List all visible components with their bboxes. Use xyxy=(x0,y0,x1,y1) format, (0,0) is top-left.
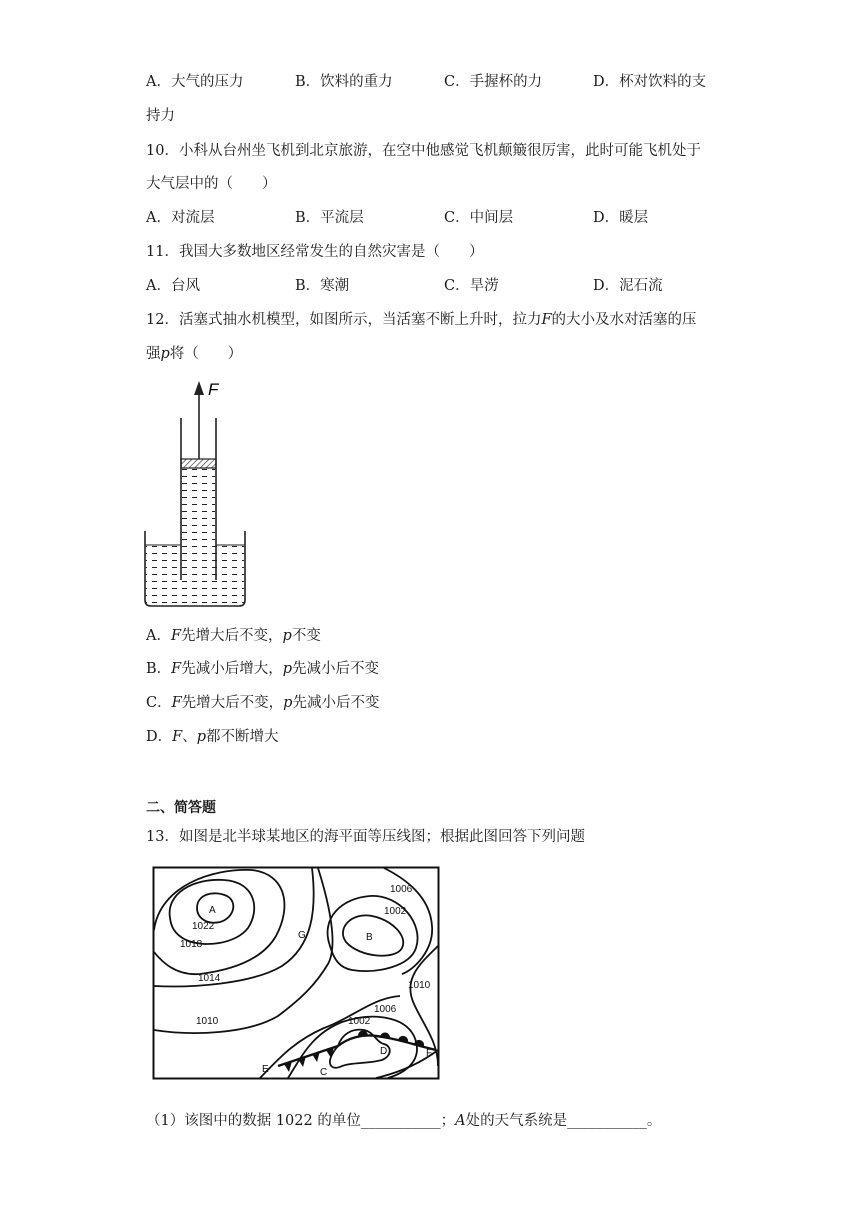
q12-stem-line1: 12．活塞式抽水机模型，如图所示，当活塞不断上升时，拉力F的大小及水对活塞的压 xyxy=(146,312,697,328)
map-label-e: E xyxy=(262,1064,269,1075)
map-label-1002-south: 1002 xyxy=(348,1016,371,1027)
q12-option-d: D．F、p都不断增大 xyxy=(146,729,279,745)
force-label: F xyxy=(208,380,219,399)
q10-option-a: A．对流层 xyxy=(146,210,215,226)
map-label-g: G xyxy=(298,930,306,941)
q10-option-d: D．暖层 xyxy=(593,210,649,226)
q12-option-a: A．F先增大后不变，p不变 xyxy=(146,628,321,644)
map-label-1006-south: 1006 xyxy=(374,1004,397,1015)
map-label-1014: 1014 xyxy=(198,973,221,984)
map-label-a: A xyxy=(209,905,216,916)
map-label-1006-north: 1006 xyxy=(390,884,413,895)
q10-option-b: B．平流层 xyxy=(295,210,364,226)
map-label-1002-north: 1002 xyxy=(384,906,407,917)
q10-stem-line2: 大气层中的（ ） xyxy=(146,176,277,192)
q11-option-c: C．旱涝 xyxy=(444,278,499,294)
q13-stem: 13．如图是北半球某地区的海平面等压线图；根据此图回答下列问题 xyxy=(146,829,585,845)
q10-option-c: C．中间层 xyxy=(444,210,514,226)
pump-diagram xyxy=(140,375,252,611)
map-label-1010-west: 1010 xyxy=(196,1016,219,1027)
q11-option-a: A．台风 xyxy=(146,278,200,294)
section-title: 二、简答题 xyxy=(146,800,216,816)
q9-option-b: B．饮料的重力 xyxy=(295,74,393,90)
q13-sub1: （1）该图中的数据 1022 的单位___________；A处的天气系统是___________。 xyxy=(146,1113,662,1129)
map-label-d: D xyxy=(380,1046,388,1057)
map-label-1022: 1022 xyxy=(192,921,215,932)
map-label-f: F xyxy=(426,1048,433,1059)
map-label-1010-east: 1010 xyxy=(408,980,431,991)
q10-stem-line1: 10．小科从台州坐飞机到北京旅游，在空中他感觉飞机颠簸很厉害，此时可能飞机处于 xyxy=(146,143,701,159)
q12-stem-line2: 强p将（ ） xyxy=(146,346,243,362)
q9-option-d: D．杯对饮料的支 xyxy=(593,74,707,90)
q11-option-b: B．寒潮 xyxy=(295,278,350,294)
q9-option-d-continued: 持力 xyxy=(146,108,175,124)
q9-option-a: A．大气的压力 xyxy=(146,74,244,90)
q12-option-c: C．F先增大后不变，p先减小后不变 xyxy=(146,695,380,711)
q12-option-b: B．F先减小后增大，p先减小后不变 xyxy=(146,661,380,677)
q9-option-c: C．手握杯的力 xyxy=(444,74,543,90)
map-label-b: B xyxy=(366,932,373,943)
map-label-c: C xyxy=(320,1067,328,1078)
map-label-1018: 1018 xyxy=(180,939,203,950)
isobar-map xyxy=(152,866,440,1080)
q11-stem: 11．我国大多数地区经常发生的自然灾害是（ ） xyxy=(146,244,484,260)
q11-option-d: D．泥石流 xyxy=(593,278,663,294)
